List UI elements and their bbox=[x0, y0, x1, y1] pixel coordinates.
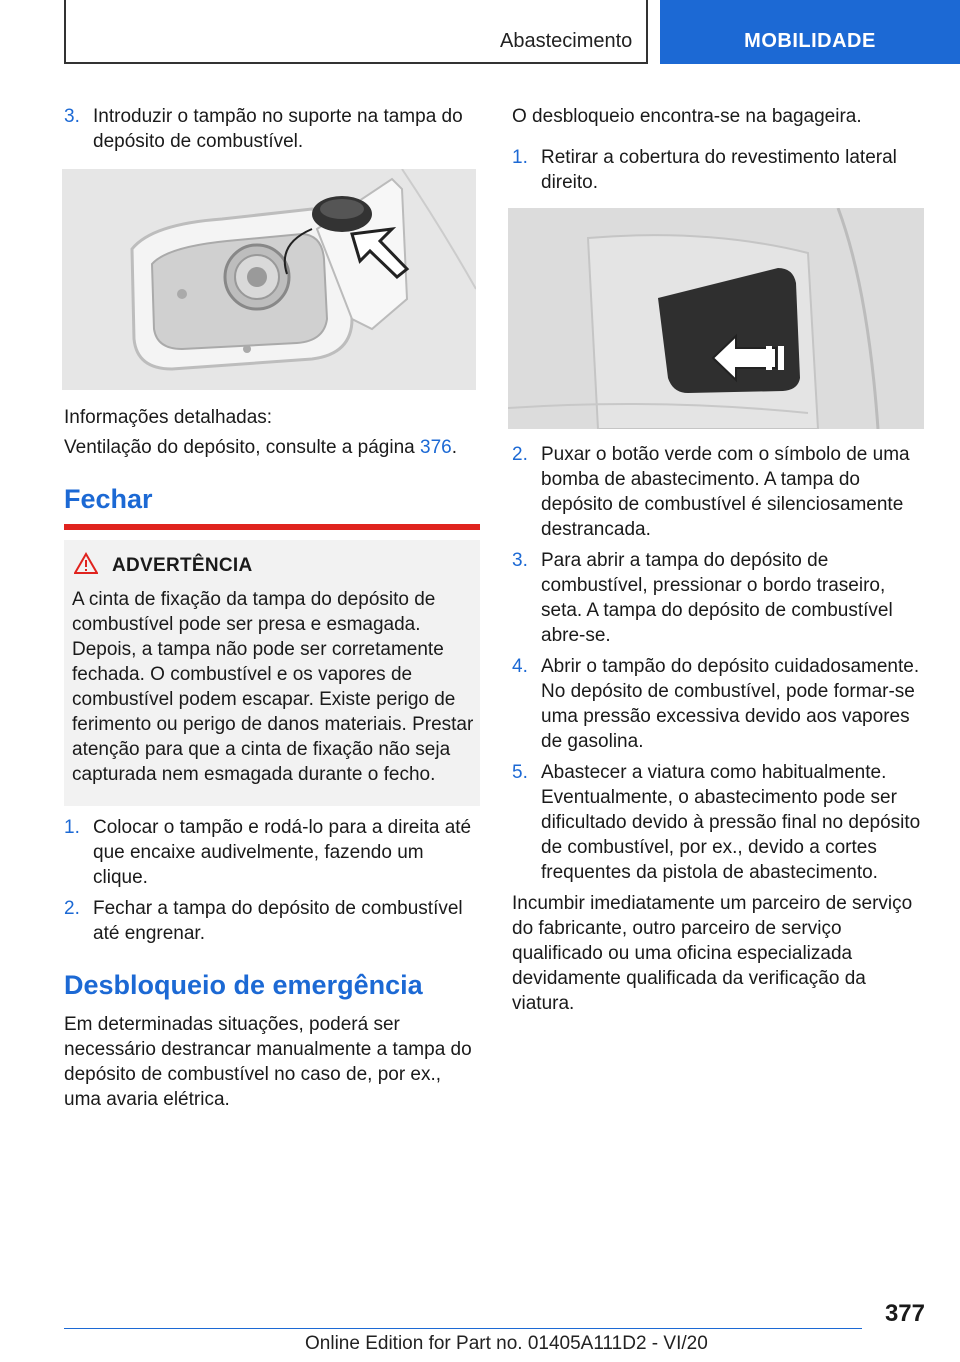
step-number: 5. bbox=[512, 762, 528, 783]
step-number: 4. bbox=[512, 656, 528, 677]
refuel-step-3 bbox=[64, 104, 474, 154]
warning-icon bbox=[74, 552, 100, 576]
release-step-2 bbox=[512, 442, 926, 542]
step-number: 2. bbox=[64, 898, 80, 919]
release-step-3 bbox=[512, 548, 926, 648]
step-text: Puxar o botão verde com o símbolo de uma bomba de abastecimento. A tampa do depósito de combustível é silenciosamente destrancada. bbox=[541, 444, 910, 540]
step-number: 2. bbox=[512, 444, 528, 465]
warning-title: ADVERTÊNCIA bbox=[112, 555, 253, 576]
step-text: Abrir o tampão do depósito cuidadosamente. No depósito de combustível, pode formar-se uma pressão excessiva devido aos vapores de gasolina. bbox=[541, 656, 920, 752]
edition-note: Online Edition for Part no. 01405A111D2 - VI/20 bbox=[305, 1333, 708, 1354]
step-number: 3. bbox=[512, 550, 528, 571]
info-label: Informações detalhadas: bbox=[64, 407, 273, 428]
closing-text: Incumbir imediatamente um parceiro de serviço do fabricante, outro parceiro de serviço qualificado ou uma oficina especializada devidamente qualificada da verificação da viatura. bbox=[512, 893, 913, 1014]
step-text: Fechar a tampa do depósito de combustível até engrenar. bbox=[93, 898, 463, 944]
release-step-5 bbox=[512, 760, 926, 885]
step-number: 3. bbox=[64, 106, 80, 127]
step-number: 1. bbox=[512, 147, 528, 168]
step-text: Colocar o tampão e rodá-lo para a direita até que encaixe audivelmente, fazendo um clique. bbox=[93, 817, 472, 888]
close-step-1 bbox=[64, 815, 478, 890]
chapter-tab[interactable]: MOBILIDADE bbox=[660, 0, 960, 64]
footer-divider bbox=[64, 1328, 862, 1329]
fuel-cap-photo bbox=[62, 169, 476, 390]
page-number: 377 bbox=[884, 1300, 925, 1327]
heading-emergency: Desbloqueio de emergência bbox=[64, 970, 423, 1000]
step-text: Retirar a cobertura do revestimento lateral direito. bbox=[541, 147, 897, 193]
warning-text: A cinta de fixação da tampa do depósito de combustível pode ser presa e esmagada. Depois, a tampa não pode ser corretamente fechada. O combustível e os vapores de combustível podem escapar. Existe perigo de ferimento ou perigo de danos materiais. Prestar atenção para que a cinta de fixação não seja capturada nem esmagada durante o fecho. bbox=[72, 589, 474, 785]
info-suffix: . bbox=[451, 437, 457, 458]
info-text: Ventilação do depósito, consulte a página bbox=[64, 437, 415, 458]
step-text: Para abrir a tampa do depósito de combustível, pressionar o bordo traseiro, seta. A tampa do depósito de combustível abre-se. bbox=[541, 550, 893, 646]
release-intro: O desbloqueio encontra-se na bagageira. bbox=[512, 106, 862, 127]
step-text: Introduzir o tampão no suporte na tampa do depósito de combustível. bbox=[93, 106, 463, 152]
close-step-2 bbox=[64, 896, 478, 946]
release-step-1 bbox=[512, 145, 926, 195]
release-steps bbox=[512, 442, 926, 1016]
info-reference bbox=[64, 435, 457, 460]
section-title: Abastecimento bbox=[500, 30, 633, 52]
emergency-text: Em determinadas situações, poderá ser necessário destrancar manualmente a tampa do depósito de combustível no caso de, por ex., uma avaria elétrica. bbox=[64, 1014, 472, 1110]
trunk-release-photo bbox=[508, 208, 924, 429]
close-steps bbox=[64, 815, 478, 946]
page-link[interactable]: 376 bbox=[420, 437, 452, 458]
step-number: 1. bbox=[64, 817, 80, 838]
heading-fechar: Fechar bbox=[64, 484, 153, 514]
step-text: Abastecer a viatura como habitualmente. Eventualmente, o abastecimento pode ser dificultado devido à pressão final no depósito de combustível, por ex., devido a cortes frequentes da pistola de abastecimento. bbox=[541, 762, 921, 883]
warning-bar bbox=[64, 524, 480, 530]
release-step-4 bbox=[512, 654, 926, 754]
